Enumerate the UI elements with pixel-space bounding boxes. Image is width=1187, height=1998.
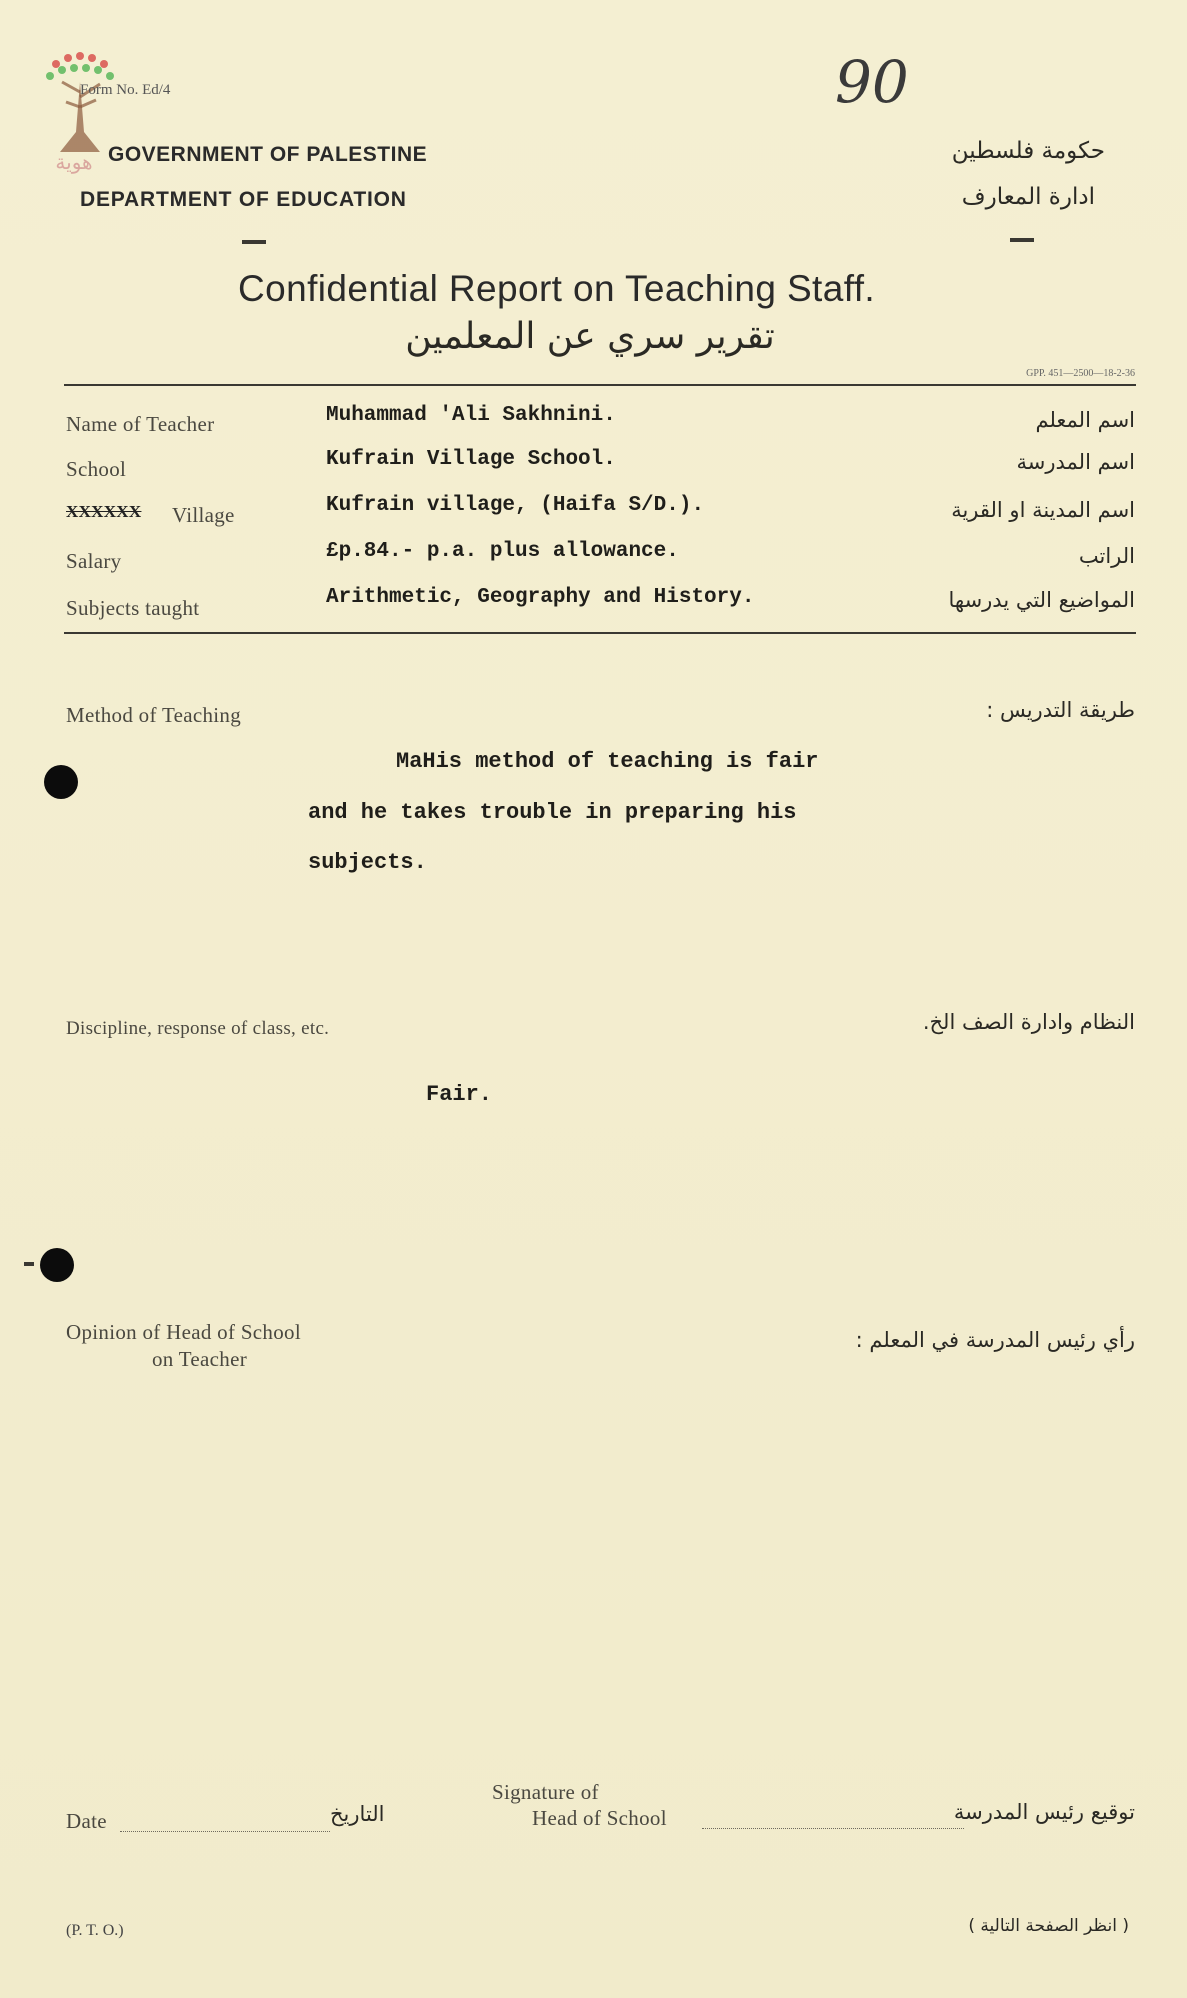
label-subjects-ar: المواضيع التي يدرسها	[948, 588, 1135, 612]
value-village: Kufrain village, (Haifa S/D.).	[326, 494, 705, 517]
label-village-struck: XXXXXX	[66, 502, 142, 521]
value-teacher-name: Muhammad 'Ali Sakhnini.	[326, 404, 616, 427]
watermark-text: هوية	[55, 150, 93, 174]
punch-hole	[40, 1248, 74, 1282]
report-title-en: Confidential Report on Teaching Staff.	[238, 268, 876, 309]
discipline-value: Fair.	[426, 1082, 493, 1107]
label-subjects: Subjects taught	[66, 596, 200, 620]
value-subjects: Arithmetic, Geography and History.	[326, 586, 755, 609]
department-title-en: DEPARTMENT OF EDUCATION	[80, 188, 407, 211]
header-dash-right	[1010, 238, 1034, 242]
label-signature-line-2: Head of School	[532, 1806, 667, 1830]
label-opinion-line-2: on Teacher	[152, 1347, 248, 1371]
government-title-en: GOVERNMENT OF PALESTINE	[108, 143, 428, 166]
label-discipline: Discipline, response of class, etc.	[66, 1018, 330, 1039]
label-village: Village	[172, 503, 235, 527]
label-teacher-name-ar: اسم المعلم	[1035, 408, 1135, 432]
label-date: Date	[66, 1809, 107, 1833]
report-title-ar: تقرير سري عن المعلمين	[405, 316, 775, 357]
top-rule	[64, 384, 1136, 386]
department-title-ar: ادارة المعارف	[961, 184, 1095, 210]
value-salary: £p.84.- p.a. plus allowance.	[326, 540, 679, 563]
label-village-ar: اسم المدينة او القرية	[951, 498, 1135, 522]
label-salary-ar: الراتب	[1078, 544, 1135, 568]
label-opinion-ar: رأي رئيس المدرسة في المعلم :	[855, 1328, 1135, 1352]
print-code: GPP. 451—2500—18-2-36	[1026, 368, 1135, 379]
method-line-2: and he takes trouble in preparing his	[308, 800, 797, 825]
header-dash-left	[242, 240, 266, 244]
form-number: Form No. Ed/4	[80, 82, 171, 98]
date-dotted-line	[120, 1831, 330, 1832]
method-line-3: subjects.	[308, 850, 427, 875]
label-discipline-ar: النظام وادارة الصف الخ.	[922, 1010, 1135, 1034]
signature-dotted-line	[702, 1828, 964, 1829]
value-school: Kufrain Village School.	[326, 448, 616, 471]
label-method-ar: طريقة التدريس :	[986, 698, 1135, 722]
fields-bottom-rule	[64, 632, 1136, 634]
label-teacher-name: Name of Teacher	[66, 412, 215, 436]
label-salary: Salary	[66, 549, 122, 573]
label-date-ar: التاريخ	[330, 1802, 385, 1826]
punch-hole-dash	[24, 1262, 34, 1266]
government-title-ar: حكومة فلسطين	[951, 138, 1105, 164]
punch-hole	[44, 765, 78, 799]
label-school: School	[66, 457, 127, 481]
pto-label-ar: ( انظر الصفحة التالية )	[968, 1916, 1129, 1936]
pto-label: (P. T. O.)	[66, 1922, 124, 1939]
label-signature-ar: توقيع رئيس المدرسة	[953, 1800, 1135, 1824]
label-signature-line-1: Signature of	[492, 1780, 599, 1804]
label-opinion-line-1: Opinion of Head of School	[66, 1320, 301, 1344]
handwritten-page-number: 90	[835, 48, 909, 116]
method-line-1: MaHis method of teaching is fair	[396, 749, 819, 774]
label-school-ar: اسم المدرسة	[1016, 450, 1135, 474]
label-method: Method of Teaching	[66, 703, 241, 727]
